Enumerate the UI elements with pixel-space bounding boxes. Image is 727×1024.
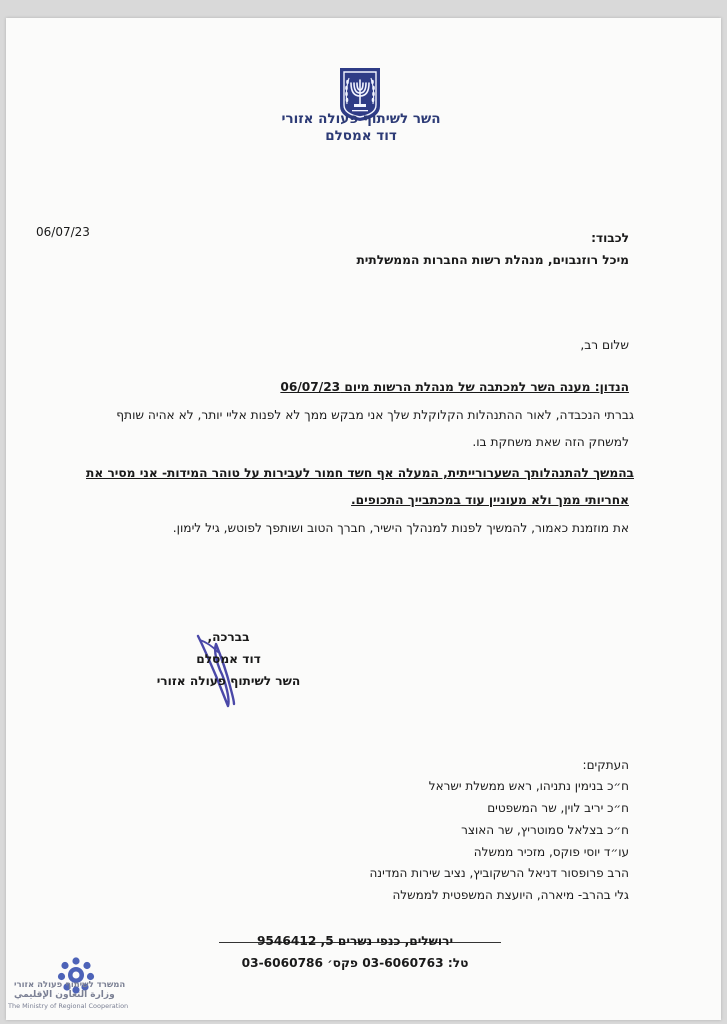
copy-recipient: עו״ד יוסי פוקס, מזכיר ממשלה (473, 845, 629, 859)
copy-recipient: הרב פרופסור דניאל הרשקוביץ, נציב שירות המדינה (369, 866, 629, 880)
copy-recipient: ח״כ בנימין נתניהו, ראש ממשלת ישראל (428, 779, 629, 793)
copy-recipient: ח״כ יריב לוין, שר המשפטים (487, 801, 629, 815)
signature-title: השר לשיתוף פעולה אזורי (156, 674, 301, 688)
copy-recipient: ח״כ בצלאל סמוטריץ, שר האוצר (461, 823, 629, 837)
signature-name: דוד אמסלם (196, 652, 261, 666)
recipient-name: מיכל רוזנבוים, מנהלת רשות החברות הממשלתית (356, 253, 629, 267)
ministry-name-arabic: وزارة التعاون الإقليمي (14, 990, 115, 1000)
footer-phone: טל: 03-6060763 פקס׳ 03-6060786 (241, 956, 469, 970)
footer-address: ירושלים, כנפי נשרים 5, 9546412 (256, 934, 454, 948)
minister-title: השר לשיתוף פעולה אזורי (281, 111, 441, 127)
letter-date: 06/07/23 (36, 225, 90, 239)
body-paragraph-1-line-1: גברתי הנכבדה, לאור ההתנהלות הקלוקלת שלך אני מבקש ממך לא לפנות אליי יותר, לא אהיה שותף (116, 408, 634, 422)
greeting: שלום רב, (580, 338, 629, 352)
copy-recipient: גלי בהרב- מיארה, היועצת המשפטית לממשלה (392, 888, 629, 902)
minister-name: דוד אמסלם (325, 128, 397, 144)
signature-closing: בברכה, (207, 630, 250, 644)
document-page (6, 18, 721, 1020)
body-paragraph-2-line-1: בהמשך להתנהלותך השערורייתית, המעלה אף חשד חמור לעבירות על טוהר המידות- אני מסיר את (86, 466, 634, 480)
subject-line: הנדון: מענה השר למכתבה של מנהלת הרשות מיום 06/07/23 (280, 380, 629, 394)
body-paragraph-2-line-2: אחריותי ממך ולא מעוניין עוד במכתבייך התכופים. (351, 493, 629, 507)
ministry-name-hebrew: המשרד לשיתוף פעולה אזורי (14, 980, 126, 990)
body-paragraph-3: את מוזמנת כאמור, להמשיך לפנות למנהלך הישיר, חברך הטוב ושותפך לפוטש, גיל לימון. (172, 521, 629, 535)
recipient-salutation: לכבוד: (591, 231, 629, 245)
body-paragraph-1-line-2: למשחק הזה שאת משחקת בו. (472, 435, 629, 449)
copies-label: העתקים: (582, 758, 629, 772)
ministry-name-english: The Ministry of Regional Cooperation (8, 1002, 129, 1010)
